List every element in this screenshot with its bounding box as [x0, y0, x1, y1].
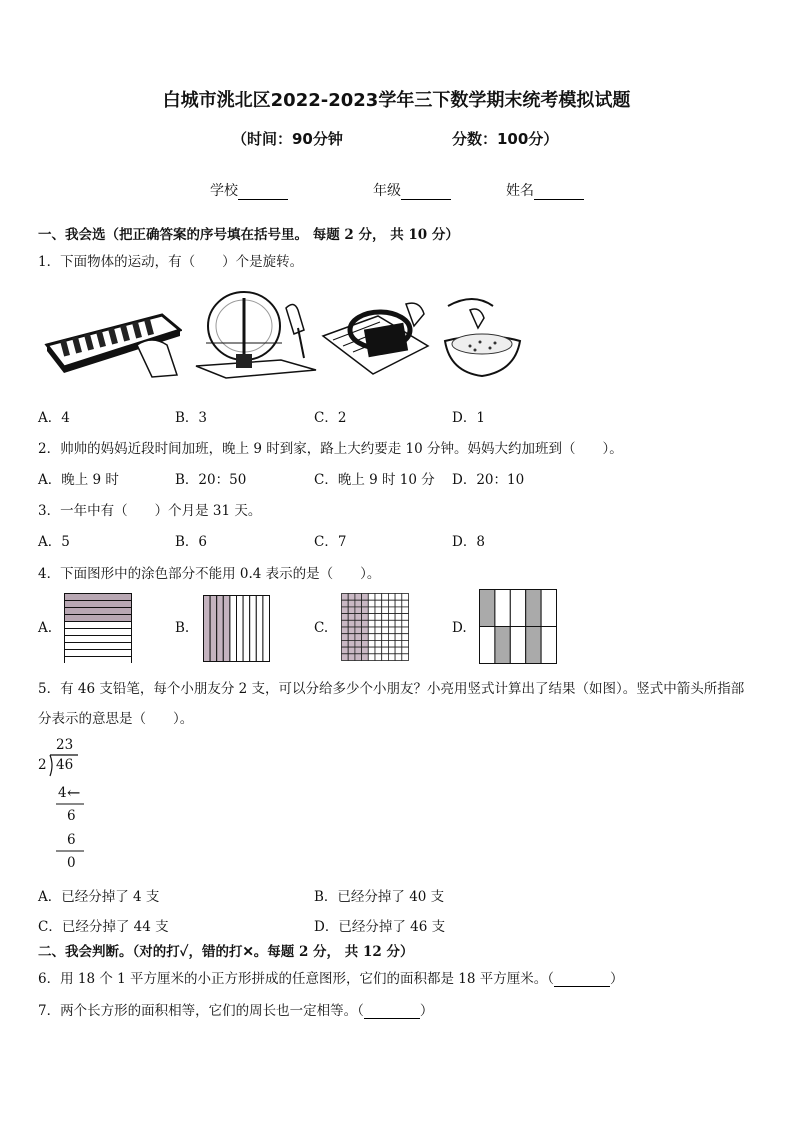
figure-c-cell [362, 647, 369, 654]
figure-c-cell [342, 620, 349, 627]
q7-statement: 7．两个长方形的面积相等，它们的周长也一定相等。（ [38, 1003, 364, 1019]
figure-a-horizontal-stripes [64, 593, 132, 663]
figure-b-stripe [230, 596, 237, 662]
q5-option-d[interactable]: D．已经分掉了 46 支 [314, 919, 446, 935]
section2-heading: 二、我会判断。（对的打✓，错的打✕。每题 2 分， 共 12 分） [38, 944, 414, 960]
figure-c-cell [395, 607, 402, 614]
q1-text: 1．下面物体的运动，有（ ）个是旋转。 [38, 254, 304, 270]
figure-c-cell [355, 614, 362, 621]
figure-c-cell [362, 627, 369, 634]
name-blank[interactable] [534, 185, 584, 200]
figure-d-cell [480, 590, 495, 627]
figure-c-cell [402, 614, 409, 621]
figure-c-cell [362, 600, 369, 607]
figure-c-cell [402, 640, 409, 647]
figure-c-cell [375, 627, 382, 634]
figure-a-stripe [65, 622, 132, 629]
q4-option-c[interactable]: C. [314, 620, 329, 636]
figure-c-cell [388, 614, 395, 621]
figure-c-cell [388, 647, 395, 654]
figure-c-cell [368, 600, 375, 607]
figure-c-cell [388, 620, 395, 627]
figure-a-stripe [65, 636, 132, 643]
figure-a-stripe [65, 629, 132, 636]
figure-c-cell [395, 600, 402, 607]
figure-c-cell [355, 640, 362, 647]
figure-a-stripe [65, 594, 132, 601]
figure-c-cell [368, 640, 375, 647]
name-field [506, 180, 584, 200]
figure-d-cell [541, 590, 556, 627]
figure-b-stripe [217, 596, 224, 662]
q7-close-paren: ） [419, 1003, 434, 1019]
figure-c-cell [348, 607, 355, 614]
section1-heading: 一、我会选（把正确答案的序号填在括号里。 每题 2 分， 共 10 分） [38, 227, 459, 243]
abacus-illustration [42, 305, 182, 380]
q5-option-a[interactable]: A．已经分掉了 4 支 [38, 889, 160, 905]
figure-c-cell [402, 594, 409, 601]
figure-d-two-rows [479, 589, 557, 664]
figure-c-cell [362, 594, 369, 601]
q3-option-b[interactable]: B．6 [175, 534, 208, 550]
q3-option-c[interactable]: C．7 [314, 534, 347, 550]
figure-c-cell [375, 594, 382, 601]
figure-b-stripe [243, 596, 250, 662]
figure-c-cell [342, 614, 349, 621]
division-line-1 [56, 803, 86, 806]
figure-c-cell [382, 654, 389, 661]
figure-c-cell [382, 594, 389, 601]
figure-a-stripe [65, 650, 132, 657]
q4-option-a[interactable]: A. [38, 620, 53, 636]
figure-c-cell [382, 640, 389, 647]
q3-option-d[interactable]: D．8 [452, 534, 485, 550]
figure-c-cell [375, 647, 382, 654]
figure-c-cell [342, 600, 349, 607]
figure-c-cell [388, 640, 395, 647]
q5-option-b[interactable]: B．已经分掉了 40 支 [314, 889, 445, 905]
q7-text [38, 999, 433, 1019]
faucet-sink-illustration [440, 296, 525, 380]
division-step1: 4 [58, 785, 67, 801]
figure-c-cell [388, 594, 395, 601]
score-label: 分数：100分） [452, 130, 559, 148]
figure-c-cell [362, 634, 369, 641]
steering-wheel-illustration [318, 296, 436, 380]
figure-c-cell [375, 654, 382, 661]
figure-d-cell [510, 590, 525, 627]
grade-blank[interactable] [401, 185, 451, 200]
figure-c-cell [402, 647, 409, 654]
figure-c-cell [395, 634, 402, 641]
figure-c-cell [375, 620, 382, 627]
school-label: 学校 [210, 183, 238, 199]
figure-d-cell [495, 590, 510, 627]
figure-c-cell [348, 594, 355, 601]
figure-c-cell [348, 627, 355, 634]
q2-option-c[interactable]: C．晚上 9 时 10 分 [314, 472, 435, 488]
figure-c-cell [348, 634, 355, 641]
q3-text: 3．一年中有（ ）个月是 31 天。 [38, 503, 262, 519]
figure-c-cell [348, 654, 355, 661]
q4-option-d[interactable]: D. [452, 620, 467, 636]
division-line-2 [56, 850, 86, 853]
figure-d-cell [495, 627, 510, 664]
figure-a-stripe [65, 643, 132, 650]
figure-c-cell [368, 614, 375, 621]
figure-c-cell [402, 627, 409, 634]
figure-c-cell [382, 634, 389, 641]
name-label: 姓名 [506, 183, 534, 199]
figure-c-cell [395, 647, 402, 654]
figure-c-cell [355, 654, 362, 661]
figure-c-cell [382, 600, 389, 607]
figure-c-cell [342, 640, 349, 647]
figure-c-cell [382, 607, 389, 614]
figure-c-cell [342, 634, 349, 641]
division-divisor: 2 [38, 757, 47, 773]
figure-c-cell [402, 634, 409, 641]
division-dividend: 46 [56, 757, 74, 773]
figure-c-cell [368, 607, 375, 614]
figure-c-cell [355, 594, 362, 601]
q4-text: 4．下面图形中的涂色部分不能用 0.4 表示的是（ ）。 [38, 566, 381, 582]
q2-option-b[interactable]: B．20：50 [175, 472, 247, 488]
figure-c-cell [368, 634, 375, 641]
figure-c-cell [355, 607, 362, 614]
q4-option-b[interactable]: B. [175, 620, 190, 636]
division-step3: 6 [67, 832, 76, 848]
figure-d-cell [541, 627, 556, 664]
division-step2: 6 [67, 808, 76, 824]
figure-b-stripe [263, 596, 270, 662]
time-label: （时间：90分钟 [232, 130, 343, 148]
q5-text-line1: 5．有 46 支铅笔，每个小朋友分 2 支，可以分给多少个小朋友？小亮用竖式计算出了结果（如图）。竖式中箭头所指部 [38, 681, 745, 697]
figure-c-cell [342, 627, 349, 634]
page-title: 白城市洮北区2022-2023学年三下数学期末统考模拟试题 [162, 90, 631, 111]
figure-c-cell [368, 627, 375, 634]
figure-c-cell [375, 607, 382, 614]
figure-c-cell [395, 627, 402, 634]
figure-c-cell [395, 654, 402, 661]
q6-statement: 6．用 18 个 1 平方厘米的小正方形拼成的任意图形，它们的面积都是 18 平方厘米。（ [38, 971, 555, 987]
figure-c-cell [375, 600, 382, 607]
arrow-icon: ← [67, 783, 81, 802]
q2-option-d[interactable]: D．20：10 [452, 472, 525, 488]
figure-c-cell [348, 647, 355, 654]
q6-text [38, 967, 624, 987]
figure-c-cell [362, 607, 369, 614]
q1-option-b[interactable]: B．3 [175, 410, 208, 426]
figure-d-cell [480, 627, 495, 664]
q1-option-c[interactable]: C．2 [314, 410, 347, 426]
figure-c-grid [341, 593, 409, 661]
q2-option-a[interactable]: A．晚上 9 时 [38, 472, 119, 488]
figure-c-cell [368, 594, 375, 601]
q1-option-a[interactable]: A．4 [38, 410, 70, 426]
figure-c-cell [388, 627, 395, 634]
figure-c-cell [368, 647, 375, 654]
figure-a-stripe [65, 608, 132, 615]
globe-lamp-illustration [186, 288, 321, 380]
figure-c-cell [402, 620, 409, 627]
q7-answer-blank[interactable] [364, 1005, 420, 1019]
figure-c-cell [355, 634, 362, 641]
figure-c-cell [348, 640, 355, 647]
figure-c-cell [395, 594, 402, 601]
q5-option-c[interactable]: C．已经分掉了 44 支 [38, 919, 169, 935]
figure-c-cell [355, 620, 362, 627]
figure-b-vertical-stripes [203, 595, 270, 662]
figure-c-cell [362, 654, 369, 661]
division-remainder: 0 [67, 855, 76, 871]
figure-c-cell [342, 647, 349, 654]
figure-d-cell [526, 590, 541, 627]
figure-c-cell [402, 654, 409, 661]
figure-c-cell [388, 654, 395, 661]
figure-c-cell [355, 600, 362, 607]
figure-c-cell [382, 614, 389, 621]
figure-c-cell [362, 640, 369, 647]
figure-a-stripe [65, 657, 132, 664]
figure-b-stripe [204, 596, 211, 662]
grade-field [373, 180, 451, 200]
figure-c-cell [388, 600, 395, 607]
q1-option-d[interactable]: D．1 [452, 410, 485, 426]
figure-c-cell [368, 620, 375, 627]
figure-b-stripe [210, 596, 217, 662]
school-field [210, 180, 288, 200]
q2-text: 2．帅帅的妈妈近段时间加班，晚上 9 时到家，路上大约要走 10 分钟。妈妈大约加班到（ ）。 [38, 441, 623, 457]
figure-c-cell [348, 614, 355, 621]
figure-c-cell [342, 654, 349, 661]
figure-c-cell [375, 640, 382, 647]
figure-c-cell [375, 614, 382, 621]
figure-b-stripe [250, 596, 257, 662]
figure-a-stripe [65, 615, 132, 622]
division-quotient: 23 [56, 737, 74, 753]
figure-a-stripe [65, 601, 132, 608]
figure-c-cell [395, 614, 402, 621]
figure-c-cell [388, 634, 395, 641]
figure-b-stripe [256, 596, 263, 662]
figure-d-cell [526, 627, 541, 664]
figure-c-cell [348, 600, 355, 607]
figure-c-cell [402, 607, 409, 614]
figure-c-cell [395, 620, 402, 627]
figure-c-cell [382, 620, 389, 627]
figure-c-cell [348, 620, 355, 627]
figure-c-cell [395, 640, 402, 647]
figure-c-cell [355, 647, 362, 654]
figure-c-cell [342, 594, 349, 601]
school-blank[interactable] [238, 185, 288, 200]
q6-answer-blank[interactable] [554, 973, 610, 987]
figure-b-stripe [223, 596, 230, 662]
figure-c-cell [362, 614, 369, 621]
figure-c-cell [355, 627, 362, 634]
figure-d-cell [510, 627, 525, 664]
q6-close-paren: ） [610, 971, 624, 987]
figure-c-cell [368, 654, 375, 661]
figure-c-cell [382, 627, 389, 634]
grade-label: 年级 [373, 183, 401, 199]
q5-text-line2: 分表示的意思是（ ）。 [38, 711, 194, 727]
figure-c-cell [375, 634, 382, 641]
figure-c-cell [362, 620, 369, 627]
figure-c-cell [388, 607, 395, 614]
q3-option-a[interactable]: A．5 [38, 534, 70, 550]
figure-b-stripe [237, 596, 244, 662]
figure-c-cell [402, 600, 409, 607]
figure-c-cell [342, 607, 349, 614]
figure-c-cell [382, 647, 389, 654]
